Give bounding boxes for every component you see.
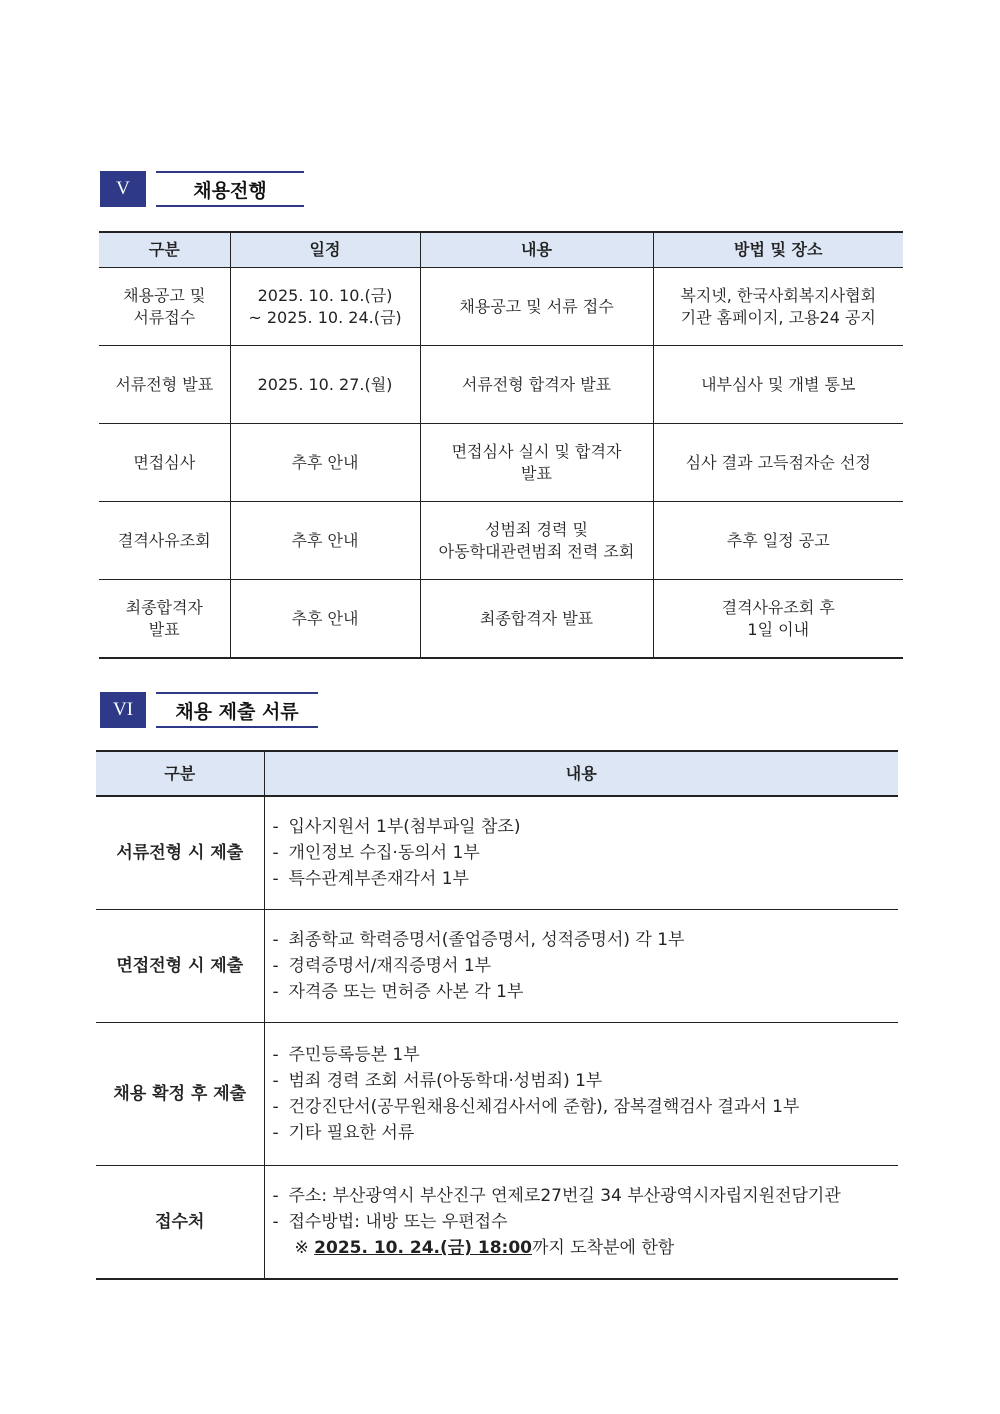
cell-line: 1일 이내 [747,619,810,639]
table-header-row [96,751,898,796]
cell-line: 채용공고 및 서류 접수 [459,296,614,316]
list-item-text: 주소: 부산광역시 부산진구 연제로27번길 34 부산광역시자립지원전담기관 [288,1186,841,1206]
cell-category [99,346,230,424]
cell-line: 심사 결과 고득점자순 선정 [685,452,871,472]
cell-category: 면접전형 시 제출 [96,910,264,1023]
list-item [273,866,899,892]
list-item [273,1209,899,1235]
list-item [273,1094,899,1120]
list-item-text: 경력증명서/재직증명서 1부 [288,956,492,976]
list-item [273,814,899,840]
cell-line: 내부심사 및 개별 통보 [701,374,856,394]
header-content: 내용 [264,751,898,796]
table-row [96,1166,898,1280]
list-item-text: 특수관계부존재각서 1부 [288,869,469,889]
bullet-dash: - [272,1123,279,1143]
bullet-dash: - [272,1071,279,1091]
cell-schedule [230,502,420,580]
cell-schedule [230,346,420,424]
table-row [99,580,903,659]
cell-line: 발표 [521,463,552,483]
cell-content [264,910,898,1023]
table-row [96,1023,898,1166]
table-row [96,910,898,1023]
cell-content [264,1166,898,1280]
list-item [273,1068,899,1094]
cell-method [653,580,903,659]
list-item [273,953,899,979]
cell-line: ~ 2025. 10. 24.(금) [248,307,402,327]
list-item [273,840,899,866]
cell-category: 서류전형 시 제출 [96,796,264,910]
bullet-dash: - [272,982,279,1002]
cell-line: 2025. 10. 27.(월) [257,374,393,394]
cell-line: 추후 안내 [291,530,359,550]
list-item-text: 입사지원서 1부(첨부파일 참조) [288,817,521,837]
cell-content [420,580,653,659]
cell-line: 서류전형 발표 [115,374,214,394]
cell-line: 채용공고 및 [123,285,206,305]
cell-line: 면접심사 [133,452,196,472]
header-content: 내용 [420,232,653,268]
cell-category [99,502,230,580]
section-5-header [100,171,304,207]
list-item-text: 주민등록등본 1부 [288,1045,420,1065]
cell-method [653,502,903,580]
header-category: 구분 [96,751,264,796]
list-item-text: 자격증 또는 면허증 사본 각 1부 [288,982,524,1002]
table-row [99,424,903,502]
required-documents-table [96,750,898,1280]
table-row [99,268,903,346]
cell-line: 최종합격자 발표 [479,608,594,628]
list-item-text: 개인정보 수집·동의서 1부 [288,843,480,863]
cell-category [99,424,230,502]
cell-line: 결격사유조회 [117,530,211,550]
deadline-suffix: 까지 도착분에 한함 [532,1238,675,1258]
list-item [273,1120,899,1146]
list-item [273,979,899,1005]
cell-line: 복지넷, 한국사회복지사협회 [680,285,877,305]
list-item [273,927,899,953]
cell-method [653,268,903,346]
cell-content [420,502,653,580]
cell-line: 서류접수 [133,307,196,327]
cell-line: 추후 안내 [291,608,359,628]
section-6-header [100,692,318,728]
list-item-text: 기타 필요한 서류 [288,1123,415,1143]
table-row [96,796,898,910]
cell-schedule [230,424,420,502]
cell-schedule [230,268,420,346]
cell-method [653,424,903,502]
recruitment-schedule-table [99,231,903,659]
bullet-dash: - [272,930,279,950]
list-item-text: 건강진단서(공무원채용신체검사서에 준함), 잠복결핵검사 결과서 1부 [288,1097,800,1117]
cell-line: 기관 홈페이지, 고용24 공지 [680,307,876,327]
list-item-text: 범죄 경력 조회 서류(아동학대·성범죄) 1부 [288,1071,603,1091]
note-mark: ※ [294,1238,309,1258]
section-6-number: VI [100,692,146,728]
bullet-dash: - [272,817,279,837]
table-header-row [99,232,903,268]
cell-line: 서류전형 합격자 발표 [461,374,612,394]
cell-schedule [230,580,420,659]
cell-category: 채용 확정 후 제출 [96,1023,264,1166]
cell-line: 면접심사 실시 및 합격자 [451,441,622,461]
cell-line: 발표 [148,619,180,639]
cell-category: 접수처 [96,1166,264,1280]
bullet-dash: - [272,1186,279,1206]
bullet-dash: - [272,843,279,863]
deadline-note [273,1235,899,1261]
section-6-title: 채용 제출 서류 [156,692,318,728]
cell-line: 성범죄 경력 및 [485,519,588,539]
cell-content [264,796,898,910]
section-5-title: 채용전행 [156,171,304,207]
table-row [99,346,903,424]
cell-line: 아동학대관련범죄 전력 조회 [438,541,635,561]
cell-content [420,346,653,424]
cell-line: 2025. 10. 10.(금) [257,285,393,305]
cell-category [99,268,230,346]
cell-category [99,580,230,659]
bullet-dash: - [272,956,279,976]
header-method: 방법 및 장소 [653,232,903,268]
bullet-dash: - [272,1045,279,1065]
bullet-dash: - [272,1212,279,1232]
cell-line: 추후 안내 [291,452,359,472]
list-item-text: 최종학교 학력증명서(졸업증명서, 성적증명서) 각 1부 [288,930,685,950]
header-category: 구분 [99,232,230,268]
cell-method [653,346,903,424]
list-item [273,1042,899,1068]
cell-line: 최종합격자 [125,597,203,617]
cell-content [420,268,653,346]
table-row [99,502,903,580]
list-item-text: 접수방법: 내방 또는 우편접수 [288,1212,508,1232]
cell-line: 결격사유조회 후 [721,597,835,617]
list-item [273,1183,899,1209]
header-schedule: 일정 [230,232,420,268]
cell-content [420,424,653,502]
bullet-dash: - [272,1097,279,1117]
section-5-number: V [100,171,146,207]
deadline-date: 2025. 10. 24.(금) 18:00 [314,1238,532,1258]
cell-line: 추후 일정 공고 [726,530,830,550]
bullet-dash: - [272,869,279,889]
cell-content [264,1023,898,1166]
